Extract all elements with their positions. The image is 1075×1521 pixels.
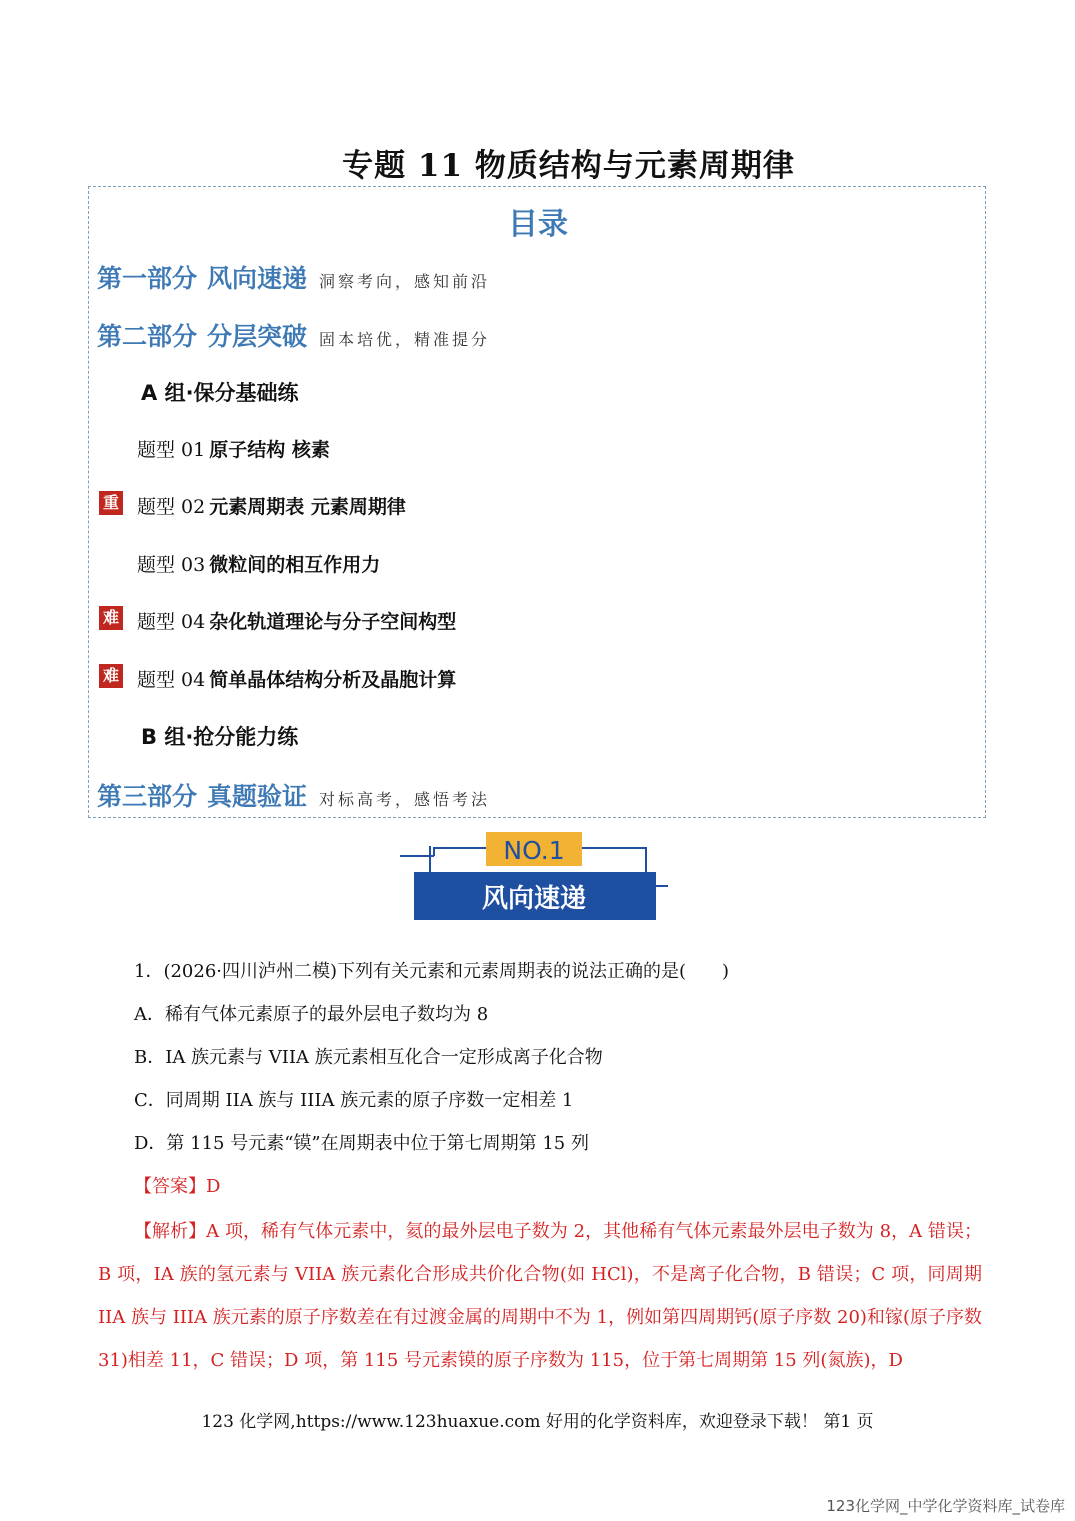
item-title: 简单晶体结构分析及晶胞计算 bbox=[209, 669, 457, 691]
toc-part-1[interactable] bbox=[97, 259, 490, 295]
part-title: 真题验证 bbox=[207, 782, 308, 811]
item-prefix: 题型 04 bbox=[137, 669, 206, 691]
toc-group-b[interactable]: B 组·抢分能力练 bbox=[141, 725, 299, 749]
item-title: 杂化轨道理论与分子空间构型 bbox=[209, 611, 457, 633]
item-title: 原子结构 核素 bbox=[209, 439, 330, 461]
item-prefix: 题型 01 bbox=[137, 439, 206, 461]
part-head: 第一部分 bbox=[97, 264, 198, 293]
item-prefix: 题型 03 bbox=[137, 554, 206, 576]
table-of-contents bbox=[88, 186, 986, 818]
toc-item-2[interactable] bbox=[137, 492, 406, 519]
part-subtitle: 固本培优，精准提分 bbox=[319, 330, 491, 349]
toc-part-2[interactable] bbox=[97, 317, 490, 353]
hard-tag-icon: 难 bbox=[99, 664, 123, 688]
question-stem: 1．(2026·四川泸州二模)下列有关元素和元素周期表的说法正确的是( ) bbox=[134, 961, 730, 982]
toc-item-1[interactable] bbox=[137, 435, 330, 462]
item-prefix: 题型 04 bbox=[137, 611, 206, 633]
toc-item-4[interactable] bbox=[137, 607, 456, 634]
toc-item-5[interactable] bbox=[137, 665, 456, 692]
part-title: 风向速递 bbox=[207, 264, 308, 293]
option-b: B．IA 族元素与 VIIA 族元素相互化合一定形成离子化合物 bbox=[134, 1047, 603, 1068]
toc-item-3[interactable] bbox=[137, 550, 380, 577]
part-head: 第二部分 bbox=[97, 322, 198, 351]
banner-label: 风向速递 bbox=[481, 884, 587, 914]
toc-group-a[interactable]: A 组·保分基础练 bbox=[141, 381, 299, 405]
item-title: 元素周期表 元素周期律 bbox=[209, 496, 406, 518]
page-footer: 123 化学网,https://www.123huaxue.com 好用的化学资料库，欢迎登录下载！ 第1 页 bbox=[201, 1412, 874, 1432]
part-subtitle: 洞察考向，感知前沿 bbox=[319, 272, 491, 291]
banner-number: NO.1 bbox=[503, 836, 565, 865]
page-title: 专题 11 物质结构与元素周期律 bbox=[342, 148, 795, 184]
part-title: 分层突破 bbox=[207, 322, 308, 351]
toc-heading: 目录 bbox=[508, 207, 568, 242]
part-subtitle: 对标高考，感悟考法 bbox=[319, 790, 491, 809]
item-prefix: 题型 02 bbox=[137, 496, 206, 518]
section-banner bbox=[400, 830, 670, 925]
watermark: 123化学网_中学化学资料库_试卷库 bbox=[826, 1497, 1065, 1515]
key-tag-icon: 重 bbox=[99, 491, 123, 515]
option-c: C．同周期 IIA 族与 IIIA 族元素的原子序数一定相差 1 bbox=[134, 1090, 574, 1111]
item-title: 微粒间的相互作用力 bbox=[209, 554, 381, 576]
part-head: 第三部分 bbox=[97, 782, 198, 811]
option-a: A．稀有气体元素原子的最外层电子数均为 8 bbox=[134, 1004, 489, 1025]
option-d: D．第 115 号元素“镆”在周期表中位于第七周期第 15 列 bbox=[134, 1133, 589, 1154]
hard-tag-icon: 难 bbox=[99, 606, 123, 630]
answer: 【答案】D bbox=[134, 1176, 221, 1197]
toc-part-3[interactable] bbox=[97, 777, 490, 813]
explanation: 【解析】A 项，稀有气体元素中，氦的最外层电子数为 2，其他稀有气体元素最外层电子数为 8，A 错误；B 项，IA 族的氢元素与 VIIA 族元素化合形成共价化合物(如 HCl)，不是离子化合物，B 错误；C 项，同周期 IIA 族与 IIIA 族元素的原子序数差在有过渡金属的周期中不为 1，例如第四周期钙(原子序数 20)和镓(原子序数 31)相差 11，C 错误；D 项，第 115 号元素镆的原子序数为 115，位于第七周期第 15 列(氮族)，D bbox=[98, 1221, 982, 1371]
